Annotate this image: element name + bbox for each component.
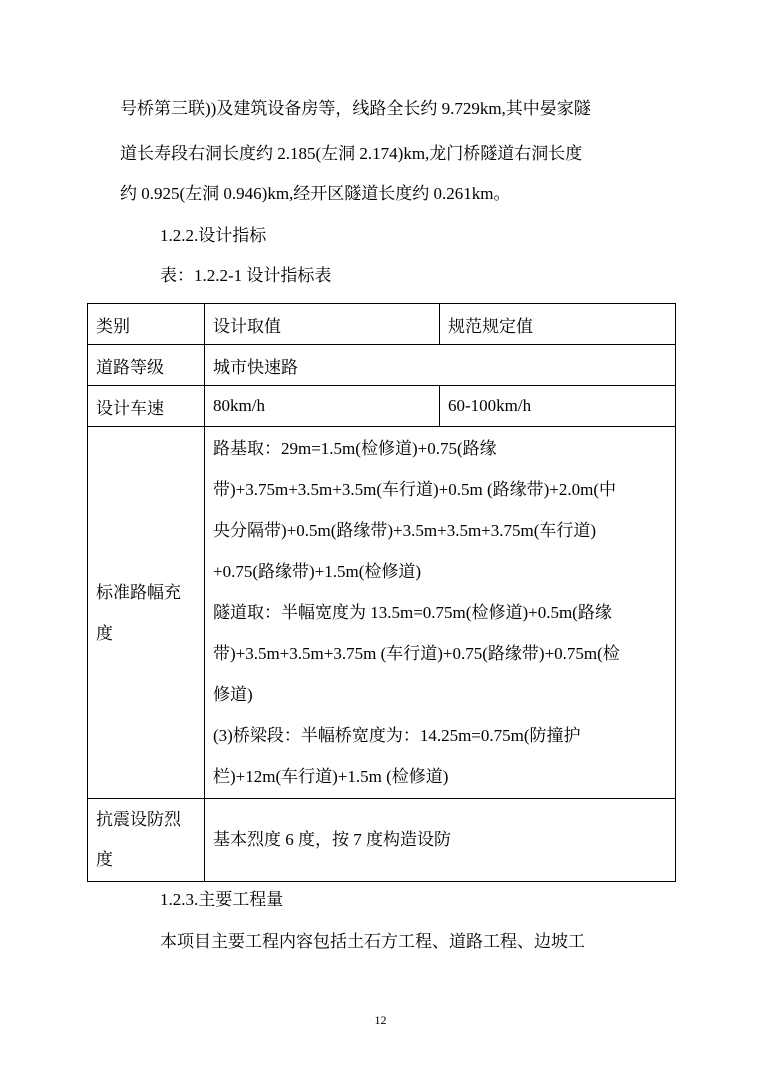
standard-width-value [205,427,676,799]
seismic-label-line2: 度 [96,850,113,869]
section-heading-1-2-3: 1.2.3.主要工程量 [160,890,284,909]
road-grade-label: 道路等级 [88,345,205,386]
design-speed-spec: 60-100km/h [440,386,676,427]
table-row-design-speed [88,386,676,427]
width-line: 带)+3.5m+3.5m+3.75m (车行道)+0.75(路缘带)+0.75m(检 [213,644,620,663]
road-grade-value: 城市快速路 [205,345,676,386]
page-number: 12 [374,1013,387,1027]
width-line: 栏)+12m(车行道)+1.5m (检修道) [213,767,449,786]
standard-width-label-line2: 度 [96,623,113,643]
design-index-table [87,303,676,882]
header-category: 类别 [88,304,205,345]
design-speed-value: 80km/h [205,386,440,427]
body-line-2: 道长寿段右洞长度约 2.185(左洞 2.174)km,龙门桥隧道右洞长度 [120,144,583,163]
table-row-standard-width [88,427,676,799]
width-line: +0.75(路缘带)+1.5m(检修道) [213,562,422,581]
standard-width-label-line1: 标准路幅充 [96,582,181,602]
section-heading-1-2-2: 1.2.2.设计指标 [160,226,267,245]
body-line-1: 号桥第三联))及建筑设备房等，线路全长约 9.729km,其中晏家隧 [120,99,591,118]
body-line-3: 约 0.925(左洞 0.946)km,经开区隧道长度约 0.261km。 [120,184,511,203]
header-design-value: 设计取值 [205,304,440,345]
body-paragraph-2: 本项目主要工程内容包括土石方工程、道路工程、边坡工 [160,932,585,951]
standard-width-label [88,427,205,799]
table-caption: 表：1.2.2-1 设计指标表 [160,266,332,285]
width-line: 路基取：29m=1.5m(检修道)+0.75(路缘 [213,439,497,458]
width-line: (3)桥梁段：半幅桥宽度为：14.25m=0.75m(防撞护 [213,726,581,745]
width-line: 带)+3.75m+3.5m+3.5m(车行道)+0.5m (路缘带)+2.0m(中 [213,480,617,499]
seismic-label [88,799,205,882]
design-speed-label: 设计车速 [88,386,205,427]
table-header-row [88,304,676,345]
width-line: 修道) [213,685,253,704]
seismic-label-line1: 抗震设防烈 [96,810,181,829]
table-row-road-grade [88,345,676,386]
width-line: 隧道取：半幅宽度为 13.5m=0.75m(检修道)+0.5m(路缘 [213,603,612,622]
table-row-seismic [88,799,676,882]
width-line: 央分隔带)+0.5m(路缘带)+3.5m+3.5m+3.75m(车行道) [213,521,597,540]
header-spec-value: 规范规定值 [440,304,676,345]
seismic-value: 基本烈度 6 度，按 7 度构造设防 [205,799,676,882]
